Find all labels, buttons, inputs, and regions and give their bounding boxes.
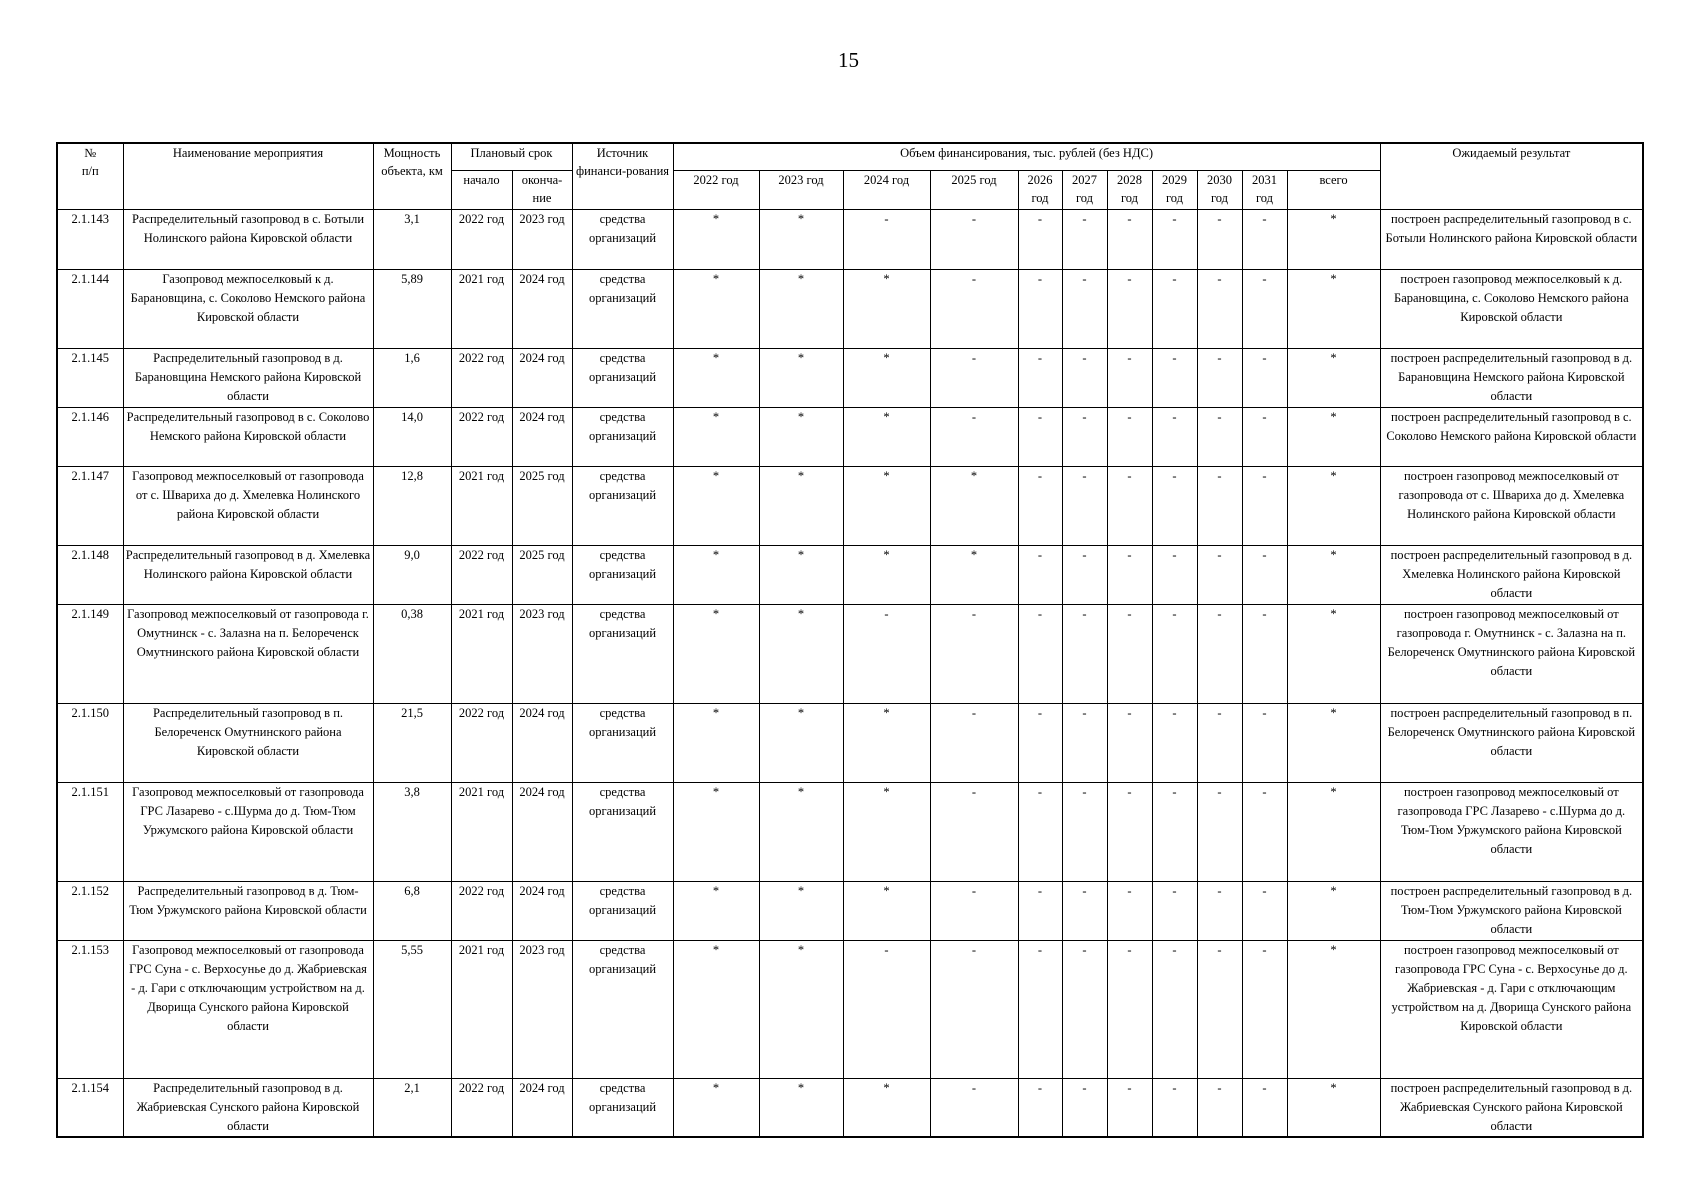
row-result: построен распределительный газопровод в д. Тюм-Тюм Уржумского района Кировской области xyxy=(1380,881,1643,940)
row-end: 2024 год xyxy=(512,782,572,881)
row-num: 2.1.151 xyxy=(57,782,123,881)
row-year-value: - xyxy=(930,209,1018,269)
row-year-value: * xyxy=(673,466,759,545)
row-year-value: - xyxy=(1018,269,1062,348)
row-year-value: * xyxy=(673,1078,759,1137)
row-year-value: - xyxy=(930,703,1018,782)
page-number: 15 xyxy=(838,48,859,72)
row-year-value: - xyxy=(843,209,930,269)
row-source: средства организаций xyxy=(572,782,673,881)
row-year-value: * xyxy=(759,940,843,1078)
row-end: 2023 год xyxy=(512,940,572,1078)
row-total: * xyxy=(1287,348,1380,407)
row-year-value: - xyxy=(1197,940,1242,1078)
row-year-value: * xyxy=(759,269,843,348)
row-year-value: - xyxy=(1197,407,1242,466)
row-year-value: - xyxy=(1152,269,1197,348)
row-end: 2023 год xyxy=(512,604,572,703)
row-year-value: - xyxy=(1107,604,1152,703)
row-year-value: - xyxy=(1107,466,1152,545)
row-num: 2.1.154 xyxy=(57,1078,123,1137)
header-year: 2023 год xyxy=(759,170,843,209)
row-year-value: - xyxy=(930,269,1018,348)
header-year: 2030 год xyxy=(1197,170,1242,209)
row-result: построен распределительный газопровод в п. Белореченск Омутнинского района Кировской области xyxy=(1380,703,1643,782)
header-source: Источник финанси-рования xyxy=(572,143,673,209)
header-year: 2022 год xyxy=(673,170,759,209)
row-year-value: - xyxy=(1152,1078,1197,1137)
row-start: 2022 год xyxy=(451,1078,512,1137)
row-year-value: - xyxy=(930,881,1018,940)
row-capacity: 5,89 xyxy=(373,269,451,348)
row-year-value: - xyxy=(1152,466,1197,545)
row-year-value: - xyxy=(1197,545,1242,604)
row-capacity: 5,55 xyxy=(373,940,451,1078)
row-year-value: * xyxy=(930,466,1018,545)
row-year-value: - xyxy=(1018,407,1062,466)
row-year-value: - xyxy=(930,348,1018,407)
header-year: 2028 год xyxy=(1107,170,1152,209)
row-year-value: - xyxy=(1107,940,1152,1078)
row-year-value: - xyxy=(1197,782,1242,881)
row-year-value: * xyxy=(843,407,930,466)
row-source: средства организаций xyxy=(572,545,673,604)
row-year-value: - xyxy=(1152,940,1197,1078)
table-row xyxy=(57,782,1643,881)
row-year-value: - xyxy=(1197,1078,1242,1137)
row-capacity: 0,38 xyxy=(373,604,451,703)
row-year-value: - xyxy=(1062,604,1107,703)
row-num: 2.1.149 xyxy=(57,604,123,703)
table-row xyxy=(57,348,1643,407)
row-source: средства организаций xyxy=(572,703,673,782)
row-year-value: * xyxy=(673,209,759,269)
row-year-value: * xyxy=(673,348,759,407)
row-total: * xyxy=(1287,466,1380,545)
row-year-value: - xyxy=(1152,209,1197,269)
table-row xyxy=(57,407,1643,466)
row-source: средства организаций xyxy=(572,1078,673,1137)
row-capacity: 12,8 xyxy=(373,466,451,545)
row-end: 2023 год xyxy=(512,209,572,269)
row-year-value: - xyxy=(930,782,1018,881)
header-year: 2026 год xyxy=(1018,170,1062,209)
row-total: * xyxy=(1287,209,1380,269)
row-result: построен газопровод межпоселковый от газопровода ГРС Суна - с. Верхосунье до д. Жабриевская - д. Гари с отключающим устройством на д. Дворища Сунского района Кировской области xyxy=(1380,940,1643,1078)
row-num: 2.1.147 xyxy=(57,466,123,545)
row-year-value: * xyxy=(759,604,843,703)
row-year-value: - xyxy=(1152,782,1197,881)
row-year-value: - xyxy=(1242,269,1287,348)
row-total: * xyxy=(1287,269,1380,348)
header-end: оконча-ние xyxy=(512,170,572,209)
row-source: средства организаций xyxy=(572,604,673,703)
row-year-value: - xyxy=(1062,466,1107,545)
row-total: * xyxy=(1287,407,1380,466)
row-year-value: - xyxy=(1018,703,1062,782)
row-start: 2021 год xyxy=(451,269,512,348)
row-year-value: * xyxy=(843,782,930,881)
row-year-value: - xyxy=(1242,348,1287,407)
row-year-value: * xyxy=(673,407,759,466)
row-year-value: * xyxy=(759,407,843,466)
row-year-value: - xyxy=(1062,1078,1107,1137)
header-year: 2027 год xyxy=(1062,170,1107,209)
row-start: 2022 год xyxy=(451,348,512,407)
row-year-value: - xyxy=(1018,348,1062,407)
row-source: средства организаций xyxy=(572,881,673,940)
row-result: построен распределительный газопровод в д. Хмелевка Нолинского района Кировской области xyxy=(1380,545,1643,604)
row-name: Распределительный газопровод в д. Хмелевка Нолинского района Кировской области xyxy=(123,545,373,604)
row-year-value: - xyxy=(1242,209,1287,269)
row-year-value: * xyxy=(843,269,930,348)
row-end: 2024 год xyxy=(512,1078,572,1137)
header-plan-term: Плановый срок xyxy=(451,143,572,170)
row-year-value: - xyxy=(1242,940,1287,1078)
row-capacity: 14,0 xyxy=(373,407,451,466)
row-year-value: - xyxy=(1062,269,1107,348)
program-table xyxy=(56,142,1644,1138)
row-result: построен распределительный газопровод в д. Барановщина Немского района Кировской области xyxy=(1380,348,1643,407)
row-start: 2022 год xyxy=(451,703,512,782)
row-num: 2.1.144 xyxy=(57,269,123,348)
row-year-value: * xyxy=(759,782,843,881)
row-year-value: - xyxy=(1062,545,1107,604)
row-result: построен распределительный газопровод в с. Соколово Немского района Кировской области xyxy=(1380,407,1643,466)
row-year-value: - xyxy=(1242,703,1287,782)
row-year-value: - xyxy=(1197,604,1242,703)
row-year-value: - xyxy=(1018,782,1062,881)
header-funding: Объем финансирования, тыс. рублей (без НДС) xyxy=(673,143,1380,170)
row-year-value: - xyxy=(1242,604,1287,703)
header-year: 2024 год xyxy=(843,170,930,209)
row-year-value: - xyxy=(1152,703,1197,782)
row-end: 2024 год xyxy=(512,703,572,782)
row-year-value: - xyxy=(843,604,930,703)
row-year-value: * xyxy=(673,782,759,881)
row-name: Распределительный газопровод в с. Соколово Немского района Кировской области xyxy=(123,407,373,466)
row-name: Газопровод межпоселковый от газопровода ГРС Суна - с. Верхосунье до д. Жабриевская - д. Гари с отключающим устройством на д. Дворища Сунского района Кировской области xyxy=(123,940,373,1078)
row-year-value: - xyxy=(1242,782,1287,881)
row-year-value: - xyxy=(930,407,1018,466)
row-source: средства организаций xyxy=(572,407,673,466)
row-start: 2022 год xyxy=(451,545,512,604)
row-start: 2021 год xyxy=(451,466,512,545)
row-name: Распределительный газопровод в п. Белореченск Омутнинского района Кировской области xyxy=(123,703,373,782)
row-start: 2022 год xyxy=(451,881,512,940)
row-year-value: * xyxy=(930,545,1018,604)
table-row xyxy=(57,269,1643,348)
row-year-value: * xyxy=(759,1078,843,1137)
row-name: Распределительный газопровод в с. Ботыли Нолинского района Кировской области xyxy=(123,209,373,269)
row-start: 2021 год xyxy=(451,604,512,703)
row-year-value: * xyxy=(759,545,843,604)
row-result: построен распределительный газопровод в д. Жабриевская Сунского района Кировской области xyxy=(1380,1078,1643,1137)
row-start: 2021 год xyxy=(451,940,512,1078)
table-row xyxy=(57,703,1643,782)
row-year-value: * xyxy=(843,348,930,407)
row-year-value: * xyxy=(759,348,843,407)
row-start: 2021 год xyxy=(451,782,512,881)
row-start: 2022 год xyxy=(451,209,512,269)
row-year-value: - xyxy=(1242,466,1287,545)
row-total: * xyxy=(1287,940,1380,1078)
row-year-value: * xyxy=(673,545,759,604)
row-year-value: - xyxy=(1242,881,1287,940)
table-row xyxy=(57,466,1643,545)
row-year-value: - xyxy=(1152,348,1197,407)
row-year-value: - xyxy=(1197,703,1242,782)
row-year-value: - xyxy=(1242,407,1287,466)
row-year-value: - xyxy=(1152,604,1197,703)
row-capacity: 3,1 xyxy=(373,209,451,269)
row-capacity: 9,0 xyxy=(373,545,451,604)
row-result: построен распределительный газопровод в с. Ботыли Нолинского района Кировской области xyxy=(1380,209,1643,269)
row-year-value: - xyxy=(1107,269,1152,348)
row-year-value: - xyxy=(1062,209,1107,269)
table-body xyxy=(57,209,1643,1137)
table-row xyxy=(57,881,1643,940)
header-year: 2029 год xyxy=(1152,170,1197,209)
row-end: 2024 год xyxy=(512,407,572,466)
header-name: Наименование мероприятия xyxy=(123,143,373,209)
row-capacity: 2,1 xyxy=(373,1078,451,1137)
row-end: 2024 год xyxy=(512,881,572,940)
row-source: средства организаций xyxy=(572,269,673,348)
row-year-value: - xyxy=(1062,348,1107,407)
row-year-value: - xyxy=(1018,545,1062,604)
row-year-value: - xyxy=(1107,545,1152,604)
row-year-value: - xyxy=(1197,209,1242,269)
row-year-value: * xyxy=(673,881,759,940)
header-year: 2031 год xyxy=(1242,170,1287,209)
row-year-value: * xyxy=(843,1078,930,1137)
row-year-value: * xyxy=(673,604,759,703)
header-num: № п/п xyxy=(57,143,123,209)
row-capacity: 21,5 xyxy=(373,703,451,782)
header-year: 2025 год xyxy=(930,170,1018,209)
row-year-value: * xyxy=(759,209,843,269)
row-end: 2025 год xyxy=(512,466,572,545)
row-year-value: - xyxy=(1062,407,1107,466)
row-year-value: - xyxy=(1152,407,1197,466)
row-result: построен газопровод межпоселковый к д. Барановщина, с. Соколово Немского района Кировской области xyxy=(1380,269,1643,348)
row-year-value: - xyxy=(843,940,930,1078)
row-name: Газопровод межпоселковый от газопровода г. Омутнинск - с. Залазна на п. Белореченск Омутнинского района Кировской области xyxy=(123,604,373,703)
row-capacity: 1,6 xyxy=(373,348,451,407)
table-row xyxy=(57,604,1643,703)
row-num: 2.1.143 xyxy=(57,209,123,269)
row-year-value: - xyxy=(1018,466,1062,545)
row-year-value: - xyxy=(1107,1078,1152,1137)
header-total: всего xyxy=(1287,170,1380,209)
row-num: 2.1.150 xyxy=(57,703,123,782)
row-source: средства организаций xyxy=(572,348,673,407)
row-source: средства организаций xyxy=(572,940,673,1078)
row-year-value: * xyxy=(673,940,759,1078)
row-year-value: - xyxy=(1107,782,1152,881)
row-year-value: - xyxy=(1107,703,1152,782)
row-name: Газопровод межпоселковый к д. Барановщина, с. Соколово Немского района Кировской области xyxy=(123,269,373,348)
row-year-value: - xyxy=(1062,782,1107,881)
row-year-value: - xyxy=(1242,1078,1287,1137)
row-year-value: * xyxy=(673,269,759,348)
row-name: Газопровод межпоселковый от газопровода от с. Швариха до д. Хмелевка Нолинского района Кировской области xyxy=(123,466,373,545)
row-total: * xyxy=(1287,1078,1380,1137)
row-year-value: - xyxy=(1152,881,1197,940)
row-end: 2025 год xyxy=(512,545,572,604)
table-row xyxy=(57,940,1643,1078)
row-year-value: - xyxy=(1062,881,1107,940)
row-year-value: - xyxy=(1062,703,1107,782)
row-result: построен газопровод межпоселковый от газопровода г. Омутнинск - с. Залазна на п. Белореченск Омутнинского района Кировской области xyxy=(1380,604,1643,703)
row-year-value: - xyxy=(1062,940,1107,1078)
row-year-value: - xyxy=(930,604,1018,703)
row-year-value: - xyxy=(1018,940,1062,1078)
row-year-value: * xyxy=(759,703,843,782)
row-year-value: - xyxy=(1197,881,1242,940)
row-year-value: - xyxy=(1197,348,1242,407)
table-header xyxy=(57,143,1643,209)
row-year-value: - xyxy=(1152,545,1197,604)
row-year-value: * xyxy=(843,703,930,782)
row-year-value: - xyxy=(1197,466,1242,545)
row-year-value: - xyxy=(1107,209,1152,269)
row-total: * xyxy=(1287,881,1380,940)
row-year-value: - xyxy=(1018,604,1062,703)
row-total: * xyxy=(1287,604,1380,703)
table-row xyxy=(57,545,1643,604)
row-total: * xyxy=(1287,782,1380,881)
row-total: * xyxy=(1287,545,1380,604)
header-result: Ожидаемый результат xyxy=(1380,143,1643,209)
table-row xyxy=(57,209,1643,269)
row-num: 2.1.146 xyxy=(57,407,123,466)
row-capacity: 3,8 xyxy=(373,782,451,881)
table-row xyxy=(57,1078,1643,1137)
row-end: 2024 год xyxy=(512,348,572,407)
row-capacity: 6,8 xyxy=(373,881,451,940)
row-year-value: - xyxy=(930,1078,1018,1137)
row-year-value: * xyxy=(843,466,930,545)
row-result: построен газопровод межпоселковый от газопровода от с. Швариха до д. Хмелевка Нолинского района Кировской области xyxy=(1380,466,1643,545)
row-result: построен газопровод межпоселковый от газопровода ГРС Лазарево - с.Шурма до д. Тюм-Тюм Уржумского района Кировской области xyxy=(1380,782,1643,881)
row-year-value: - xyxy=(1018,1078,1062,1137)
row-num: 2.1.152 xyxy=(57,881,123,940)
row-name: Газопровод межпоселковый от газопровода ГРС Лазарево - с.Шурма до д. Тюм-Тюм Уржумского района Кировской области xyxy=(123,782,373,881)
row-name: Распределительный газопровод в д. Тюм-Тюм Уржумского района Кировской области xyxy=(123,881,373,940)
row-num: 2.1.148 xyxy=(57,545,123,604)
row-start: 2022 год xyxy=(451,407,512,466)
row-num: 2.1.153 xyxy=(57,940,123,1078)
row-name: Распределительный газопровод в д. Барановщина Немского района Кировской области xyxy=(123,348,373,407)
row-year-value: * xyxy=(673,703,759,782)
header-start: начало xyxy=(451,170,512,209)
row-total: * xyxy=(1287,703,1380,782)
row-year-value: - xyxy=(1018,881,1062,940)
row-year-value: * xyxy=(759,466,843,545)
row-year-value: - xyxy=(1197,269,1242,348)
row-year-value: - xyxy=(1107,881,1152,940)
row-end: 2024 год xyxy=(512,269,572,348)
row-year-value: * xyxy=(759,881,843,940)
row-name: Распределительный газопровод в д. Жабриевская Сунского района Кировской области xyxy=(123,1078,373,1137)
row-num: 2.1.145 xyxy=(57,348,123,407)
row-year-value: - xyxy=(1107,407,1152,466)
row-year-value: - xyxy=(1242,545,1287,604)
row-year-value: - xyxy=(930,940,1018,1078)
header-capacity: Мощность объекта, км xyxy=(373,143,451,209)
row-year-value: - xyxy=(1018,209,1062,269)
row-year-value: * xyxy=(843,881,930,940)
row-year-value: - xyxy=(1107,348,1152,407)
row-source: средства организаций xyxy=(572,209,673,269)
row-source: средства организаций xyxy=(572,466,673,545)
row-year-value: * xyxy=(843,545,930,604)
